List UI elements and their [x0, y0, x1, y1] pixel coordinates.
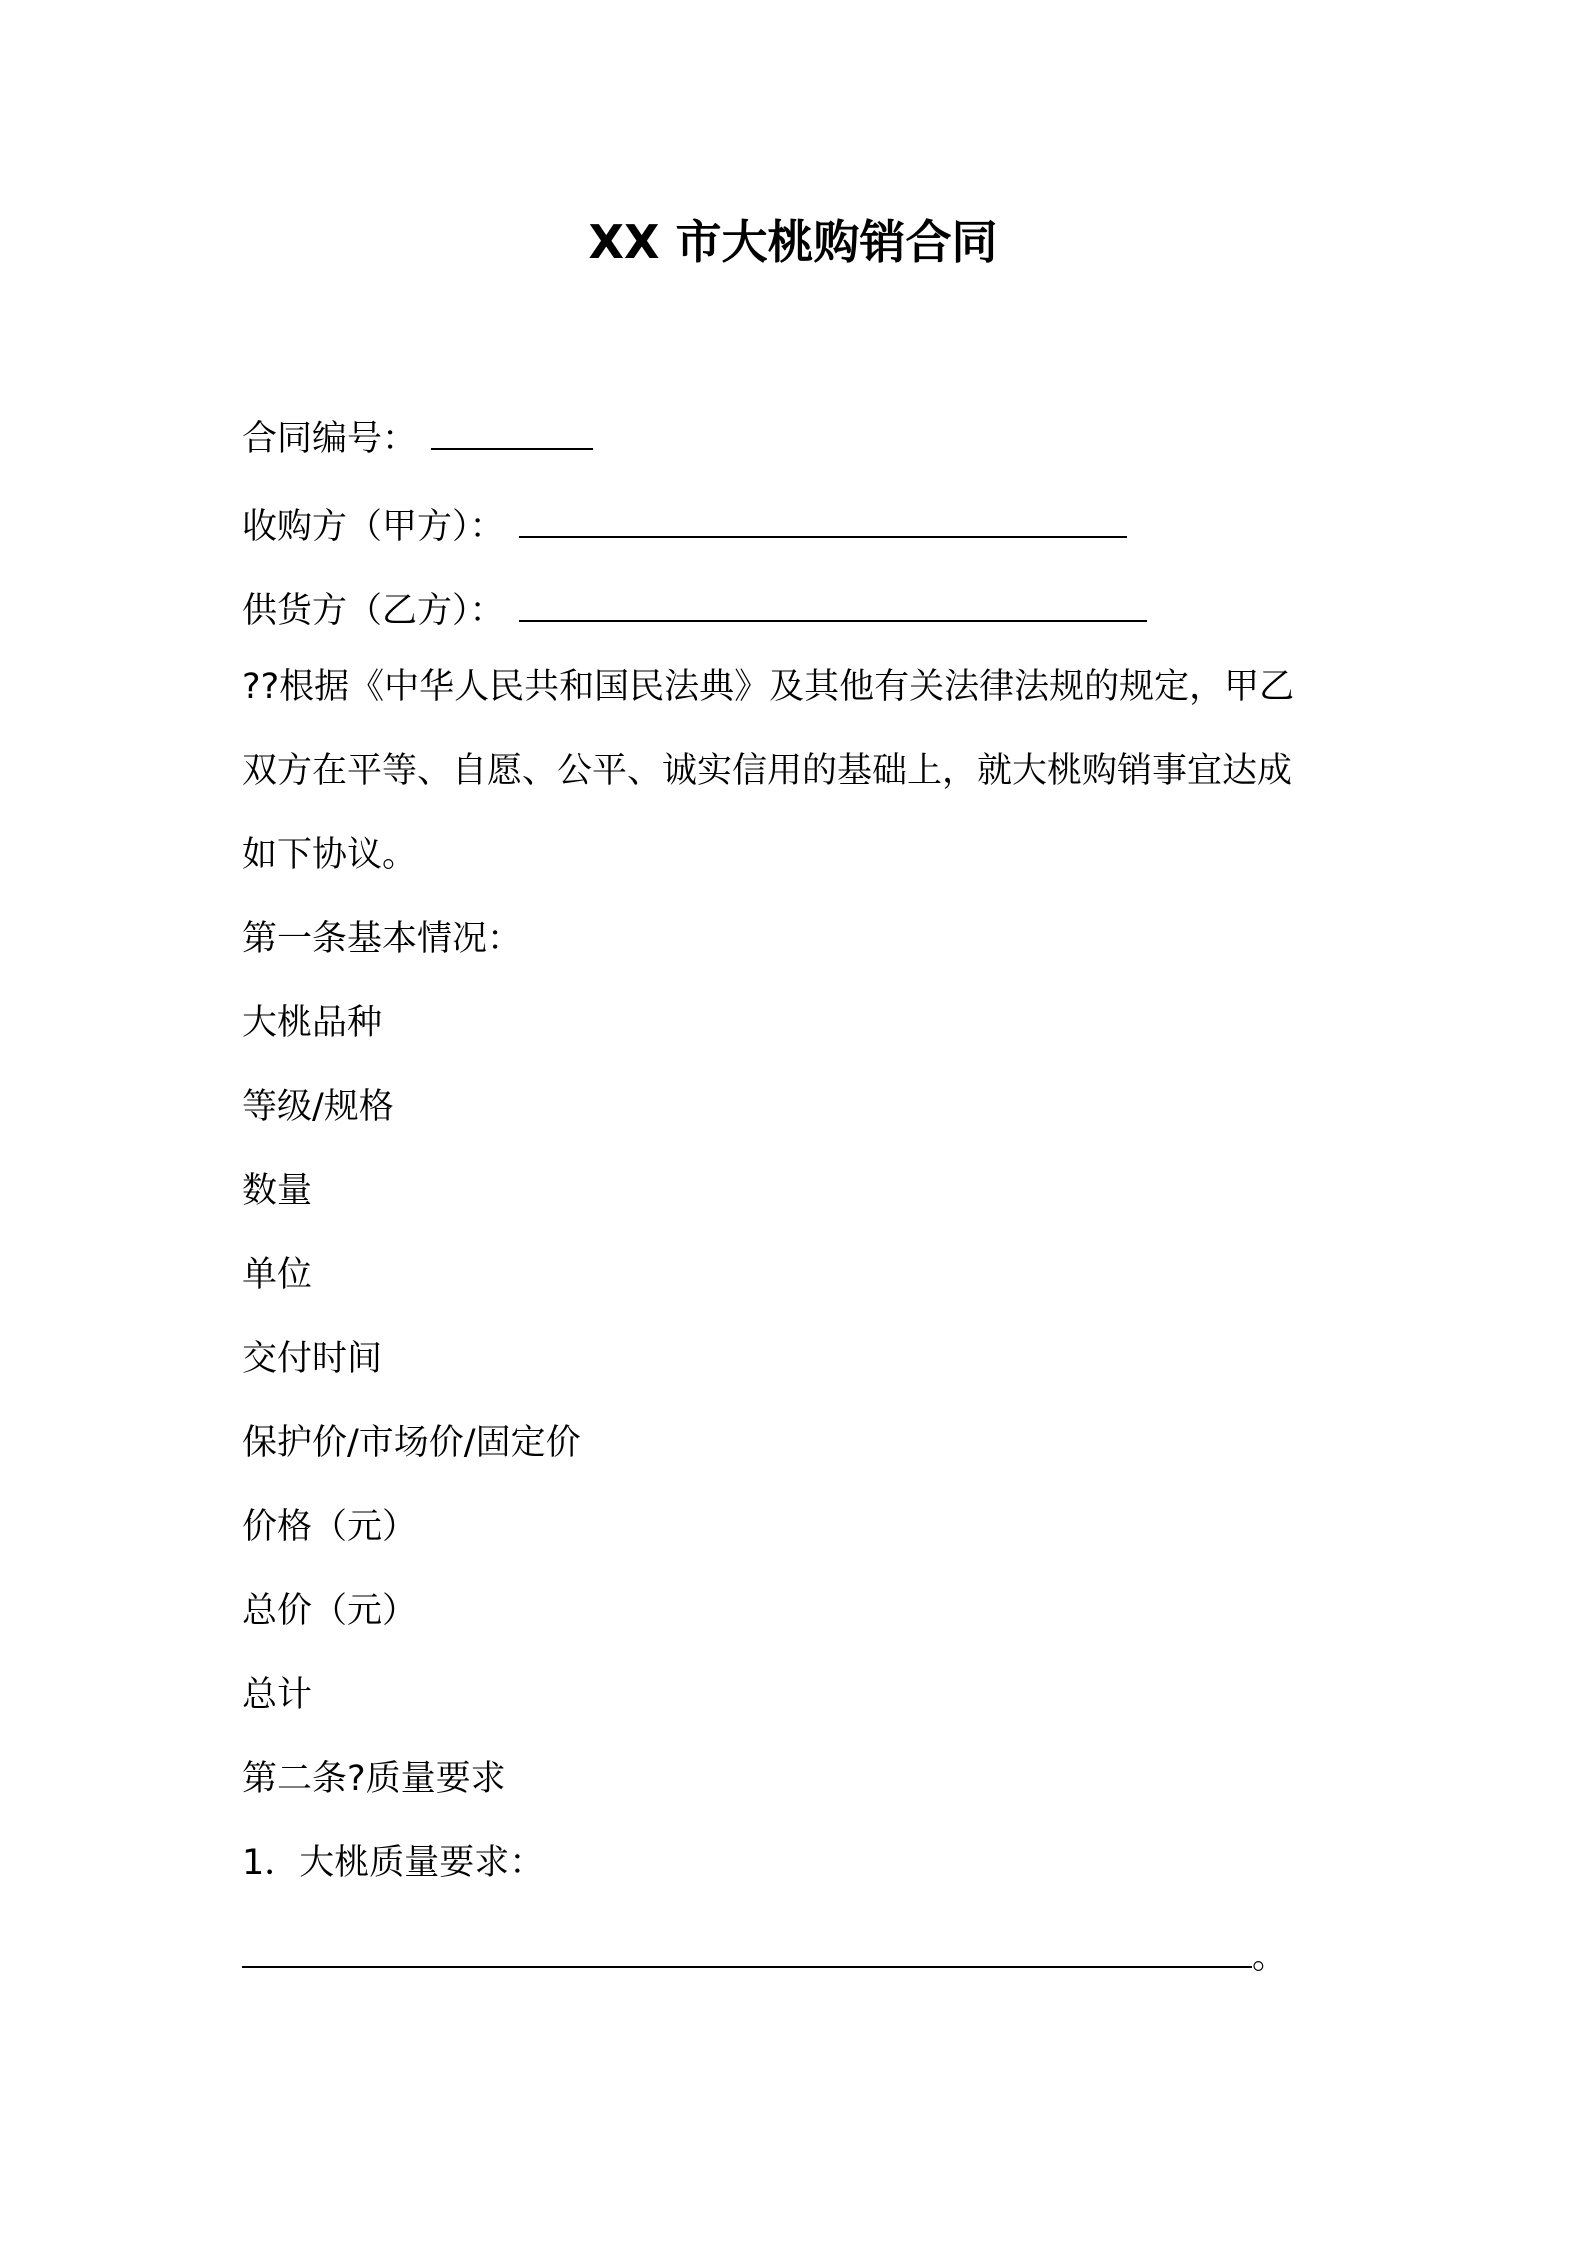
intro-paragraph-line-3: 如下协议。 — [242, 835, 418, 875]
quality-requirement-end-mark: 。 — [1252, 1937, 1288, 1977]
field-delivery-time: 交付时间 — [242, 1339, 383, 1379]
field-price-type: 保护价/市场价/固定价 — [242, 1423, 581, 1463]
buyer-label: 收购方（甲方）： — [242, 507, 505, 547]
field-total-price: 总价（元） — [242, 1591, 418, 1631]
quality-requirement-item: 1．大桃质量要求： — [242, 1843, 545, 1883]
contract-number-label: 合同编号： — [242, 419, 418, 459]
field-grade-spec: 等级/规格 — [242, 1087, 394, 1127]
quality-requirement-blank-line — [242, 1934, 1287, 1980]
contract-number-blank — [431, 418, 593, 450]
document-title: XX 市大桃购销合同 — [588, 215, 998, 269]
buyer-line — [242, 504, 1127, 550]
article-1-heading: 第一条基本情况： — [242, 919, 523, 959]
field-unit: 单位 — [242, 1255, 313, 1295]
field-variety: 大桃品种 — [242, 1003, 383, 1043]
contract-number-line — [242, 416, 593, 462]
intro-paragraph-line-2: 双方在平等、自愿、公平、诚实信用的基础上，就大桃购销事宜达成 — [242, 751, 1293, 791]
field-quantity: 数量 — [242, 1171, 313, 1211]
seller-line — [242, 588, 1147, 634]
field-grand-total: 总计 — [242, 1675, 313, 1715]
field-price: 价格（元） — [242, 1507, 418, 1547]
intro-paragraph-line-1: ??根据《中华人民共和国民法典》及其他有关法律法规的规定，甲乙 — [242, 667, 1295, 707]
seller-blank — [519, 590, 1147, 622]
article-2-heading: 第二条?质量要求 — [242, 1759, 506, 1799]
seller-label: 供货方（乙方）： — [242, 591, 505, 631]
quality-requirement-blank — [242, 1936, 1252, 1968]
buyer-blank — [519, 506, 1127, 538]
